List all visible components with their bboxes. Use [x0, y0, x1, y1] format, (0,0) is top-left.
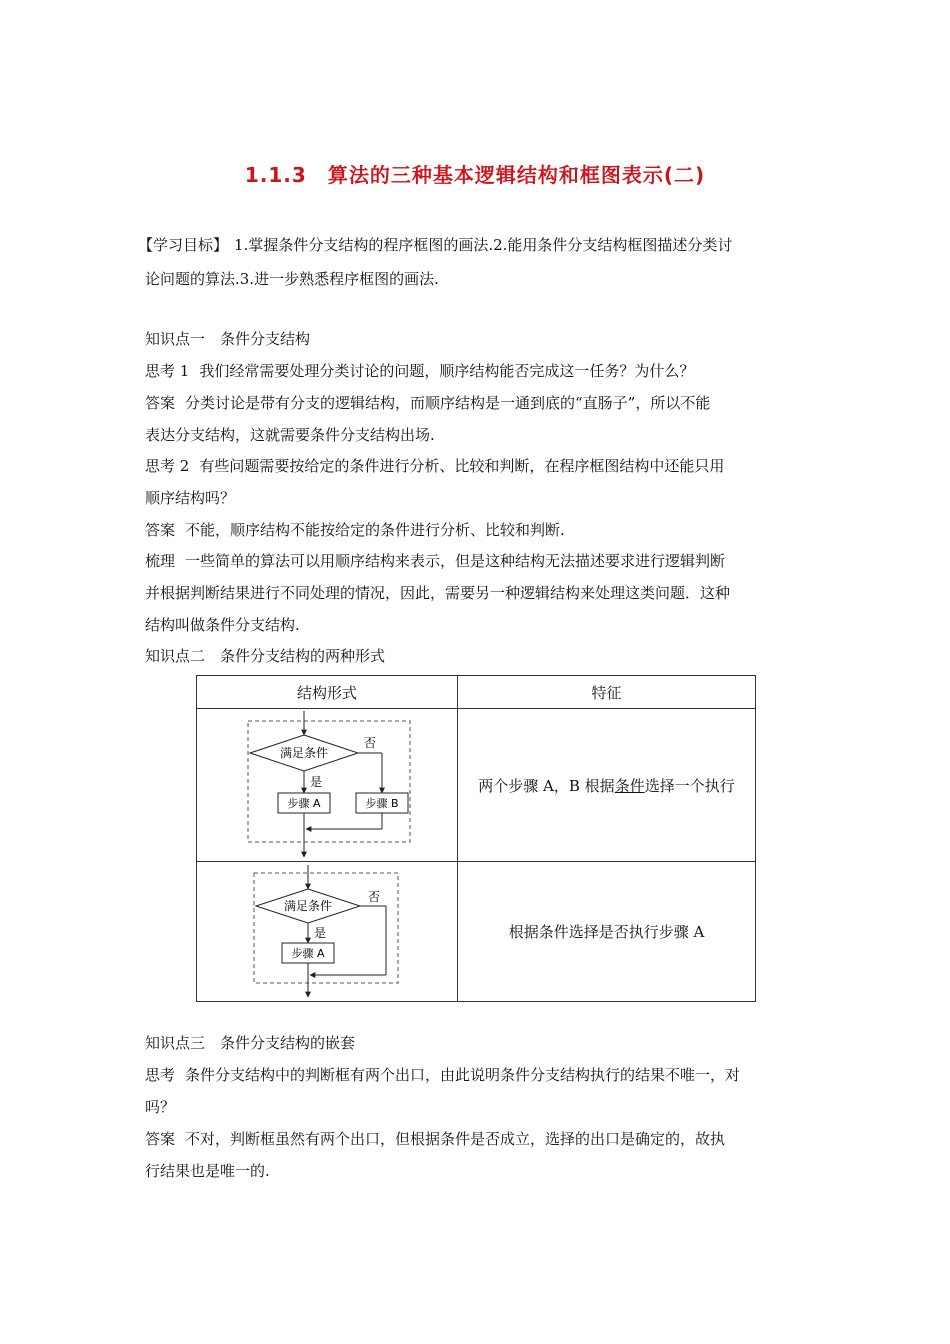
- flowchart-single-branch: [252, 865, 402, 999]
- table-row: [197, 862, 756, 1002]
- yes-label: 是: [313, 925, 327, 940]
- objectives-text: 1.掌握条件分支结构的程序框图的画法.2.能用条件分支结构框图描述分类讨: [234, 236, 733, 254]
- no-label: 否: [363, 736, 377, 750]
- think1-text: 我们经常需要处理分类讨论的问题，顺序结构能否完成这一任务？为什么？: [199, 362, 695, 380]
- objectives-label: 【学习目标】: [138, 236, 229, 254]
- diagram-cell-single-branch: [197, 862, 458, 1002]
- think3-text-line2: 吗？: [145, 1098, 176, 1116]
- answer3-label: 答案: [145, 1130, 176, 1148]
- section3-heading: 知识点三 条件分支结构的嵌套: [145, 1034, 356, 1052]
- summary-text-line3: 结构叫做条件分支结构.: [145, 616, 300, 634]
- structure-forms-table: [196, 675, 756, 1002]
- feature-text-pre: 两个步骤 A，B 根据: [478, 776, 615, 795]
- think2-text: 有些问题需要按给定的条件进行分析、比较和判断，在程序框图结构中还能只用: [199, 457, 725, 475]
- think3-text: 条件分支结构中的判断框有两个出口，由此说明条件分支结构执行的结果不唯一，对: [185, 1066, 741, 1084]
- answer2-text: 不能，顺序结构不能按给定的条件进行分析、比较和判断.: [185, 521, 565, 539]
- condition-label: 满足条件: [283, 898, 333, 913]
- feature-cell-two-branches: [458, 709, 756, 862]
- learning-objectives: [138, 235, 732, 255]
- dashed-frame: [248, 721, 410, 842]
- yes-label: 是: [309, 775, 323, 789]
- summary-text-line2: 并根据判断结果进行不同处理的情况，因此，需要另一种逻辑结构来处理这类问题．这种: [145, 584, 731, 602]
- think3-label: 思考: [145, 1066, 176, 1084]
- step-a-label: 步骤 A: [291, 946, 325, 960]
- section2-heading: 知识点二 条件分支结构的两种形式: [145, 647, 386, 665]
- step-b-label: 步骤 B: [365, 797, 399, 810]
- section1-heading: 知识点一 条件分支结构: [145, 330, 311, 348]
- no-label: 否: [367, 889, 381, 904]
- summary: [145, 551, 725, 571]
- answer1: [145, 393, 710, 413]
- answer2-label: 答案: [145, 521, 176, 539]
- diagram-cell-two-branches: [197, 709, 458, 862]
- answer1-label: 答案: [145, 394, 176, 412]
- answer3-text-line2: 行结果也是唯一的.: [145, 1162, 270, 1180]
- feature-cell-single-branch: 根据条件选择是否执行步骤 A: [458, 862, 756, 1002]
- answer2: [145, 520, 565, 540]
- think2: [145, 456, 724, 476]
- think2-label: 思考 2: [145, 457, 190, 475]
- think3: [145, 1065, 740, 1085]
- feature-text-post: 选择一个执行: [644, 776, 735, 795]
- flowchart-two-branches: [232, 711, 422, 859]
- summary-text: 一些简单的算法可以用顺序结构来表示，但是这种结构无法描述要求进行逻辑判断: [185, 552, 726, 570]
- answer3-text: 不对，判断框虽然有两个出口，但根据条件是否成立，选择的出口是确定的，故执: [185, 1130, 726, 1148]
- summary-label: 梳理: [145, 552, 176, 570]
- table-header-feature: 特征: [458, 676, 756, 709]
- think1: [145, 361, 694, 381]
- page-title: 1.1.3 算法的三种基本逻辑结构和框图表示(二): [244, 163, 706, 187]
- step-a-label: 步骤 A: [287, 797, 321, 810]
- answer1-text: 分类讨论是带有分支的逻辑结构，而顺序结构是一通到底的“直肠子”，所以不能: [185, 394, 711, 412]
- table-header-form: 结构形式: [197, 676, 458, 709]
- objectives-text-line2: 论问题的算法.3.进一步熟悉程序框图的画法.: [145, 270, 439, 288]
- feature-text-underlined: 条件: [614, 776, 645, 795]
- answer1-text-line2: 表达分支结构，这就需要条件分支结构出场.: [145, 426, 435, 444]
- think1-label: 思考 1: [145, 362, 190, 380]
- think2-text-line2: 顺序结构吗？: [145, 489, 236, 507]
- table-row: [197, 709, 756, 862]
- answer3: [145, 1129, 725, 1149]
- condition-label: 满足条件: [279, 746, 329, 760]
